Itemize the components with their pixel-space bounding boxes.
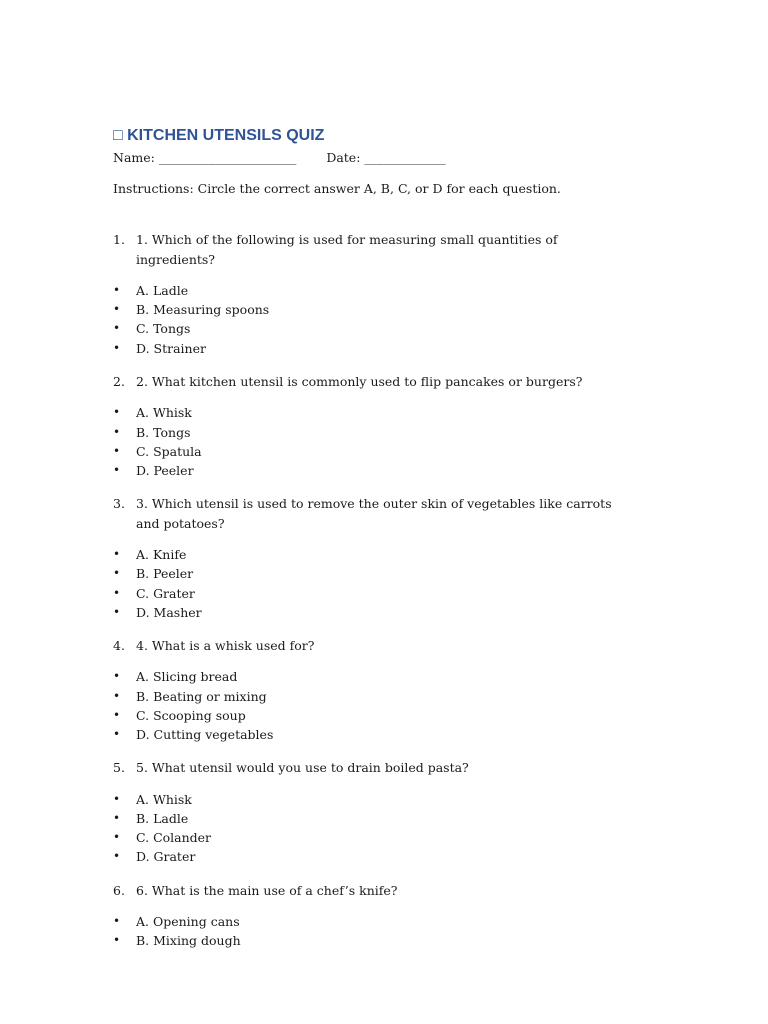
question-4 [113, 636, 633, 656]
bullet-icon: • [113, 914, 121, 929]
question-2-options [113, 403, 633, 480]
option-text: B. Ladle [136, 810, 189, 826]
bullet-icon: • [113, 727, 121, 742]
question-number: 2. [113, 373, 125, 389]
question-number: 4. [113, 637, 125, 653]
option-text: B. Beating or mixing [136, 688, 267, 704]
answer-option[interactable] [113, 847, 633, 866]
bullet-icon: • [113, 462, 121, 477]
answer-option[interactable] [113, 584, 633, 603]
question-number: 3. [113, 496, 125, 512]
option-text: A. Whisk [136, 405, 192, 421]
bullet-icon: • [113, 443, 121, 458]
question-number: 5. [113, 760, 125, 776]
question-text: 3. Which utensil is used to remove the outer skin of vegetables like carrots and potatoes? [136, 496, 612, 531]
answer-option[interactable] [113, 339, 633, 358]
option-text: B. Tongs [136, 424, 191, 440]
bullet-icon: • [113, 849, 121, 864]
question-text: 6. What is the main use of a chef’s knife? [136, 882, 398, 898]
answer-option[interactable] [113, 423, 633, 442]
option-text: B. Measuring spoons [136, 302, 270, 318]
answer-option[interactable] [113, 809, 633, 828]
bullet-icon: • [113, 585, 121, 600]
quiz-title: □ KITCHEN UTENSILS QUIZ [113, 127, 325, 144]
question-number: 1. [113, 232, 125, 247]
option-text: C. Colander [136, 830, 212, 846]
option-text: A. Opening cans [136, 914, 240, 930]
bullet-icon: • [113, 283, 121, 297]
question-3 [113, 494, 633, 533]
instructions: Instructions: Circle the correct answer A, B, C, or D for each question. [113, 181, 561, 196]
question-number: 6. [113, 882, 125, 898]
bullet-icon: • [113, 566, 121, 581]
date-field: Date: _____________ [326, 150, 446, 165]
bullet-icon: • [113, 405, 121, 420]
option-text: D. Masher [136, 604, 202, 620]
option-text: A. Slicing bread [136, 669, 238, 685]
answer-option[interactable] [113, 442, 633, 461]
question-1-options [113, 281, 633, 358]
bullet-icon: • [113, 340, 121, 355]
question-3-options [113, 545, 633, 622]
answer-option[interactable] [113, 603, 633, 622]
quiz-document [113, 124, 633, 950]
answer-option[interactable] [113, 564, 633, 583]
option-text: A. Whisk [136, 791, 192, 807]
question-1 [113, 230, 633, 269]
bullet-icon: • [113, 547, 121, 562]
bullet-icon: • [113, 604, 121, 619]
option-text: D. Grater [136, 849, 196, 865]
answer-option[interactable] [113, 545, 633, 564]
bullet-icon: • [113, 424, 121, 439]
question-5 [113, 758, 633, 778]
answer-option[interactable] [113, 403, 633, 422]
option-text: A. Ladle [136, 283, 189, 298]
option-text: C. Spatula [136, 443, 202, 459]
question-4-options [113, 667, 633, 744]
answer-option[interactable] [113, 461, 633, 480]
answer-option[interactable] [113, 687, 633, 706]
name-date-line [113, 148, 633, 168]
option-text: D. Peeler [136, 462, 194, 478]
answer-option[interactable] [113, 281, 633, 300]
question-text: 2. What kitchen utensil is commonly used to flip pancakes or burgers? [136, 373, 583, 389]
question-6 [113, 881, 633, 901]
option-text: C. Grater [136, 585, 195, 601]
option-text: B. Peeler [136, 566, 194, 582]
bullet-icon: • [113, 791, 121, 806]
bullet-icon: • [113, 810, 121, 825]
bullet-icon: • [113, 669, 121, 684]
bullet-icon: • [113, 830, 121, 845]
question-text: 4. What is a whisk used for? [136, 637, 315, 653]
bullet-icon: • [113, 302, 121, 317]
option-text: D. Cutting vegetables [136, 727, 274, 743]
answer-option[interactable] [113, 319, 633, 338]
name-field: Name: ______________________ [113, 150, 297, 165]
answer-option[interactable] [113, 931, 633, 950]
question-6-options [113, 912, 633, 950]
option-text: C. Scooping soup [136, 707, 246, 723]
bullet-icon: • [113, 321, 121, 336]
answer-option[interactable] [113, 912, 633, 931]
bullet-icon: • [113, 688, 121, 703]
answer-option[interactable] [113, 667, 633, 686]
bullet-icon: • [113, 933, 121, 948]
answer-option[interactable] [113, 300, 633, 319]
question-text: 1. Which of the following is used for measuring small quantities of ingredients? [136, 232, 558, 267]
question-2 [113, 372, 633, 392]
answer-option[interactable] [113, 790, 633, 809]
answer-option[interactable] [113, 725, 633, 744]
question-text: 5. What utensil would you use to drain boiled pasta? [136, 760, 469, 776]
option-text: C. Tongs [136, 321, 191, 337]
option-text: A. Knife [136, 547, 187, 563]
answer-option[interactable] [113, 706, 633, 725]
answer-option[interactable] [113, 828, 633, 847]
option-text: D. Strainer [136, 340, 206, 356]
bullet-icon: • [113, 707, 121, 722]
question-5-options [113, 790, 633, 867]
option-text: B. Mixing dough [136, 933, 241, 949]
